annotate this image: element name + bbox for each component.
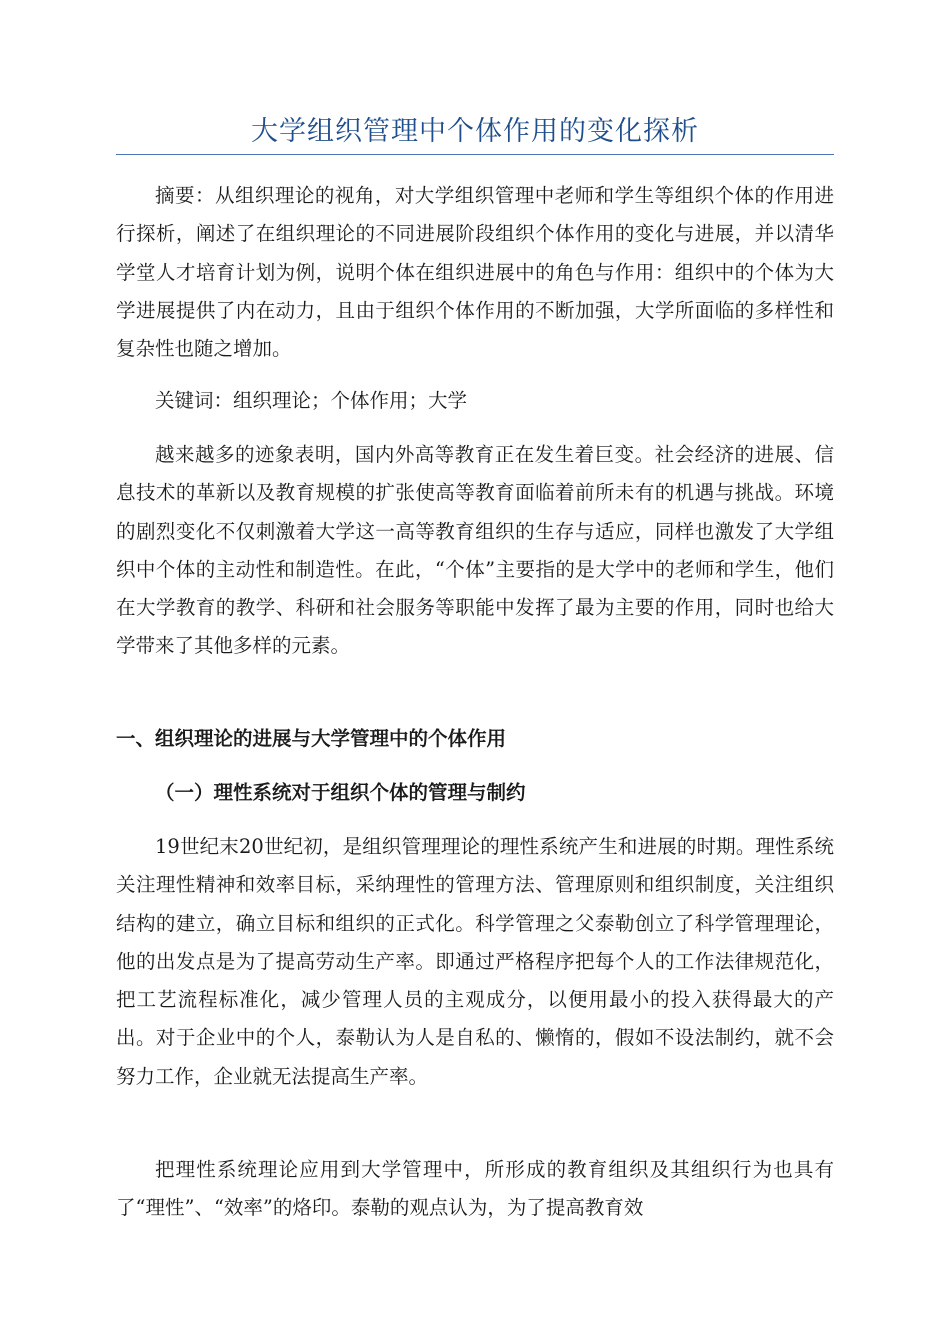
keywords-paragraph: 关键词：组织理论；个体作用；大学	[155, 389, 468, 412]
abstract-paragraph: 摘要：从组织理论的视角，对大学组织管理中老师和学生等组织个体的作用进行探析，阐述了在组织理论的不同进展阶段组织个体作用的变化与进展，并以清华学堂人才培育计划为例，说明个体在组织进展中的角色与作用：组织中的个体为大学进展提供了内在动力，且由于组织个体作用的不断加强，大学所面临的多样性和复杂性也随之增加。	[116, 184, 834, 361]
subsection-heading: （一）理性系统对于组织个体的管理与制约	[155, 781, 526, 804]
intro-paragraph: 越来越多的迹象表明，国内外高等教育正在发生着巨变。社会经济的进展、信息技术的革新以及教育规模的扩张使高等教育面临着前所未有的机遇与挑战。环境的剧烈变化不仅刺激着大学这一高等教育组织的生存与适应，同样也激发了大学组织中个体的主动性和制造性。在此，“个体”主要指的是大学中的老师和学生，他们在大学教育的教学、科研和社会服务等职能中发挥了最为主要的作用，同时也给大学带来了其他多样的元素。	[116, 443, 834, 658]
document-title: 大学组织管理中个体作用的变化探析	[251, 116, 699, 147]
title-underline	[116, 154, 834, 155]
body-paragraph-taylor: 19世纪末20世纪初，是组织管理理论的理性系统产生和进展的时期。理性系统关注理性精神和效率目标，采纳理性的管理方法、管理原则和组织制度，关注组织结构的建立，确立目标和组织的正式化。科学管理之父泰勒创立了科学管理理论，他的出发点是为了提高劳动生产率。即通过严格程序把每个人的工作法律规范化，把工艺流程标准化，减少管理人员的主观成分，以便用最小的投入获得最大的产出。对于企业中的个人，泰勒认为人是自私的、懒惰的，假如不设法制约，就不会努力工作，企业就无法提高生产率。	[116, 835, 834, 1088]
section-heading: 一、组织理论的进展与大学管理中的个体作用	[116, 727, 507, 750]
body-paragraph-apply: 把理性系统理论应用到大学管理中，所形成的教育组织及其组织行为也具有了“理性”、“效率”的烙印。泰勒的观点认为，为了提高教育效	[116, 1158, 834, 1220]
